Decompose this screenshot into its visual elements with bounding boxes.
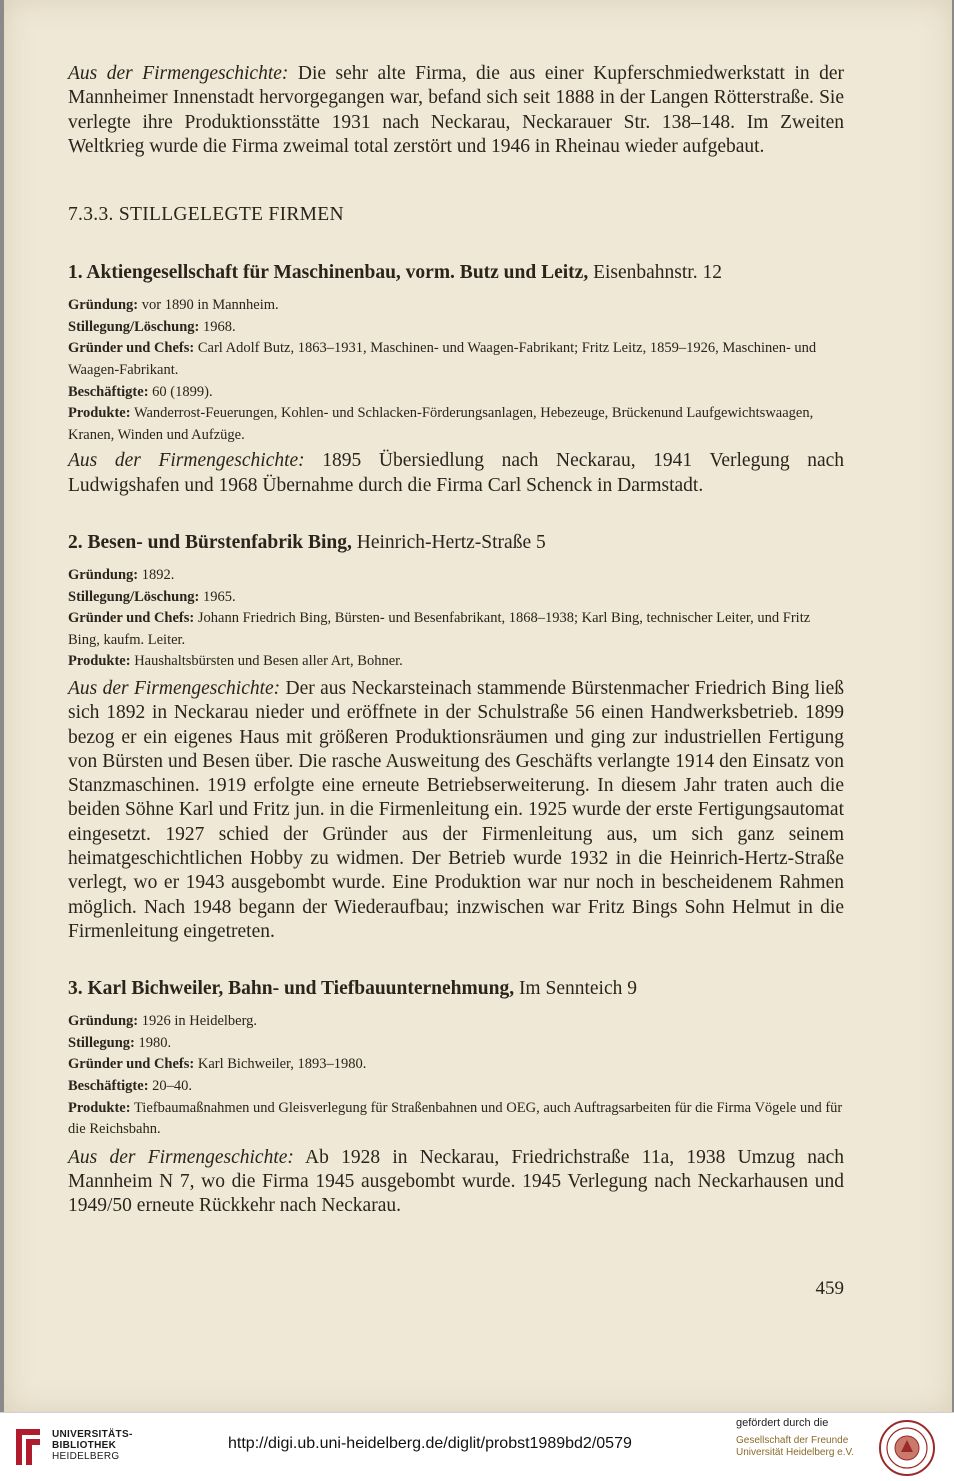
library-name-line: UNIVERSITÄTS- <box>52 1429 133 1440</box>
firm-entry <box>68 531 844 944</box>
sponsor-label: gefördert durch die <box>736 1417 829 1429</box>
library-name-line: HEIDELBERG <box>52 1451 120 1462</box>
fact-label: Produkte: <box>68 405 131 422</box>
scanned-page <box>4 0 952 1412</box>
sponsor-name-line: Universität Heidelberg e.V. <box>736 1447 855 1458</box>
fact-label: Beschäftigte: <box>68 383 149 400</box>
viewer-footer <box>0 1412 954 1481</box>
sponsor-block <box>736 1417 862 1459</box>
fact-line <box>68 1098 844 1141</box>
firm-address: Heinrich-Hertz-Straße 5 <box>351 531 546 553</box>
intro-label: Aus der Firmengeschichte: <box>68 63 289 84</box>
fact-label: Stillegung/Löschung: <box>68 588 200 605</box>
page-number: 459 <box>815 1278 844 1299</box>
intro-text: Die sehr alte Firma, die aus einer Kupferschmiedwerkstatt in der Mannheimer Innenstadt hervorgegangen war, befand sich seit 1888 in der Langen Rötterstraße. Sie verlegte ihre Produktionsstätte 1931 nach Neckarau, Neckarauer Str. 138–148. Im Zweiten Weltkrieg wurde die Firma zweimal total zerstört und 1946 in Rheinau wieder aufgebaut. <box>68 63 844 157</box>
fact-value: 1892. <box>138 566 175 583</box>
firm-facts <box>68 1011 844 1141</box>
firm-heading <box>68 977 844 1001</box>
fact-label: Gründung: <box>68 566 139 583</box>
history-label: Aus der Firmengeschichte: <box>68 1146 294 1168</box>
fact-value: Tiefbaumaßnahmen und Gleisverlegung für Straßenbahnen und OEG, auch Auftragsarbeiten für die Firma Vögele und für die Reichsbahn. <box>68 1099 843 1138</box>
history-text: Ab 1928 in Neckarau, Friedrichstraße 11a, 1938 Umzug nach Mannheim N 7, wo die Firma 1945 ausgebombt wurde. 1945 Verlegung nach Neckarhausen und 1949/50 erneute Rückkehr nach Neckarau. <box>68 1146 845 1217</box>
fact-line <box>68 317 844 339</box>
fact-label: Gründer und Chefs: <box>68 610 195 627</box>
fact-line <box>68 587 844 609</box>
fact-label: Gründer und Chefs: <box>68 340 195 357</box>
fact-line <box>68 608 844 651</box>
fact-line <box>68 1033 844 1055</box>
fact-line <box>68 1054 844 1076</box>
fact-value: 60 (1899). <box>148 383 213 400</box>
firm-history <box>68 449 844 498</box>
firm-facts <box>68 295 844 446</box>
history-label: Aus der Firmengeschichte: <box>68 677 281 699</box>
fact-value: Haushaltsbürsten und Besen aller Art, Bohner. <box>130 653 403 670</box>
firm-entry <box>68 977 844 1218</box>
fact-label: Produkte: <box>68 653 131 670</box>
fact-label: Stillegung: <box>68 1034 135 1051</box>
fact-value: vor 1890 in Mannheim. <box>138 297 279 314</box>
firm-name: 1. Aktiengesellschaft für Maschinenbau, vorm. Butz und Leitz, <box>68 262 589 284</box>
fact-label: Beschäftigte: <box>68 1077 149 1094</box>
university-library-logo-icon <box>10 1425 46 1469</box>
fact-value: 1926 in Heidelberg. <box>138 1013 258 1030</box>
fact-line <box>68 1076 844 1098</box>
section-heading: 7.3.3. STILLGELEGTE FIRMEN <box>68 204 344 226</box>
fact-value: 1980. <box>134 1034 172 1051</box>
firm-facts <box>68 565 844 673</box>
fact-label: Stillegung/Löschung: <box>68 318 200 335</box>
fact-value: 1968. <box>199 318 236 335</box>
intro-paragraph <box>68 62 844 159</box>
fact-label: Gründer und Chefs: <box>68 1056 195 1073</box>
page-content <box>68 62 844 1219</box>
firm-address: Eisenbahnstr. 12 <box>588 262 722 284</box>
fact-line <box>68 565 844 587</box>
library-name <box>52 1429 133 1462</box>
sponsor-name-line: Gesellschaft der Freunde <box>736 1435 849 1446</box>
fact-label: Gründung: <box>68 297 139 314</box>
history-text: Der aus Neckarsteinach stammende Bürstenmacher Friedrich Bing ließ sich 1892 in Neckarau nieder und eröffnete in der Schulstraße 56 einen Handwerksbetrieb. 1899 bezog er ein eigenes Haus mit größeren Produktionsräumen und ging zur industriellen Fertigung von Bürsten und Besen über. Die rasche Ausweitung des Geschäfts verlangte 1914 den Einsatz von Stanzmaschinen. 1919 erfolgte eine erneute Betriebserweiterung. In diesem Jahr traten auch die beiden Söhne Karl und Fritz jun. in die Firmenleitung ein. 1925 wurde der erste Fertigungsautomat eingesetzt. 1927 schied der Gründer aus der Firmenleitung aus, um sich ganz seinem heimatgeschichtlichen Hobby zu widmen. Der Betrieb wurde 1932 in die Heinrich-Hertz-Straße verlegt, wo er 1943 ausgebombt wurde. Eine Produktion war nur noch in bescheidenem Rahmen möglich. Nach 1948 begann der Wiederaufbau; inzwischen war Fritz Bings Sohn Helmut in die Firmenleitung eingetreten. <box>68 677 844 942</box>
fact-line <box>68 338 844 381</box>
firm-heading <box>68 531 844 555</box>
university-seal-icon <box>878 1419 936 1477</box>
history-text: 1895 Übersiedlung nach Neckarau, 1941 Verlegung nach Ludwigshafen und 1968 Übernahme durch die Firma Carl Schenck in Darmstadt. <box>68 450 845 496</box>
fact-value: Wanderrost-Feuerungen, Kohlen- und Schlacken-Förderungsanlagen, Hebezeuge, Brückenund Laufgewichtswaagen, Kranen, Winden und Aufzüge. <box>68 405 814 443</box>
fact-line <box>68 403 844 446</box>
history-label: Aus der Firmengeschichte: <box>68 450 305 472</box>
fact-line <box>68 651 844 673</box>
fact-line <box>68 382 844 404</box>
firm-address: Im Sennteich 9 <box>514 978 637 1000</box>
fact-line <box>68 1011 844 1033</box>
firm-history <box>68 1146 844 1219</box>
firm-name: 2. Besen- und Bürstenfabrik Bing, <box>68 531 352 553</box>
fact-line <box>68 295 844 317</box>
firm-entry <box>68 261 844 498</box>
fact-label: Gründung: <box>68 1013 139 1030</box>
fact-value: Carl Adolf Butz, 1863–1931, Maschinen- und Waagen-Fabrikant; Fritz Leitz, 1859–1926, Maschinen- und Waagen-Fabrikant. <box>68 340 817 378</box>
fact-label: Produkte: <box>68 1099 131 1116</box>
firm-history <box>68 677 844 944</box>
permalink-url[interactable]: http://digi.ub.uni-heidelberg.de/diglit/probst1989bd2/0579 <box>228 1435 632 1452</box>
fact-value: 1965. <box>199 588 236 605</box>
firm-name: 3. Karl Bichweiler, Bahn- und Tiefbauunternehmung, <box>68 978 515 1000</box>
firm-heading <box>68 261 844 285</box>
library-name-line: BIBLIOTHEK <box>52 1440 117 1451</box>
fact-value: Karl Bichweiler, 1893–1980. <box>194 1056 367 1073</box>
fact-value: Johann Friedrich Bing, Bürsten- und Besenfabrikant, 1868–1938; Karl Bing, technischer Leiter, und Fritz Bing, kaufm. Leiter. <box>68 610 811 648</box>
fact-value: 20–40. <box>148 1077 193 1094</box>
